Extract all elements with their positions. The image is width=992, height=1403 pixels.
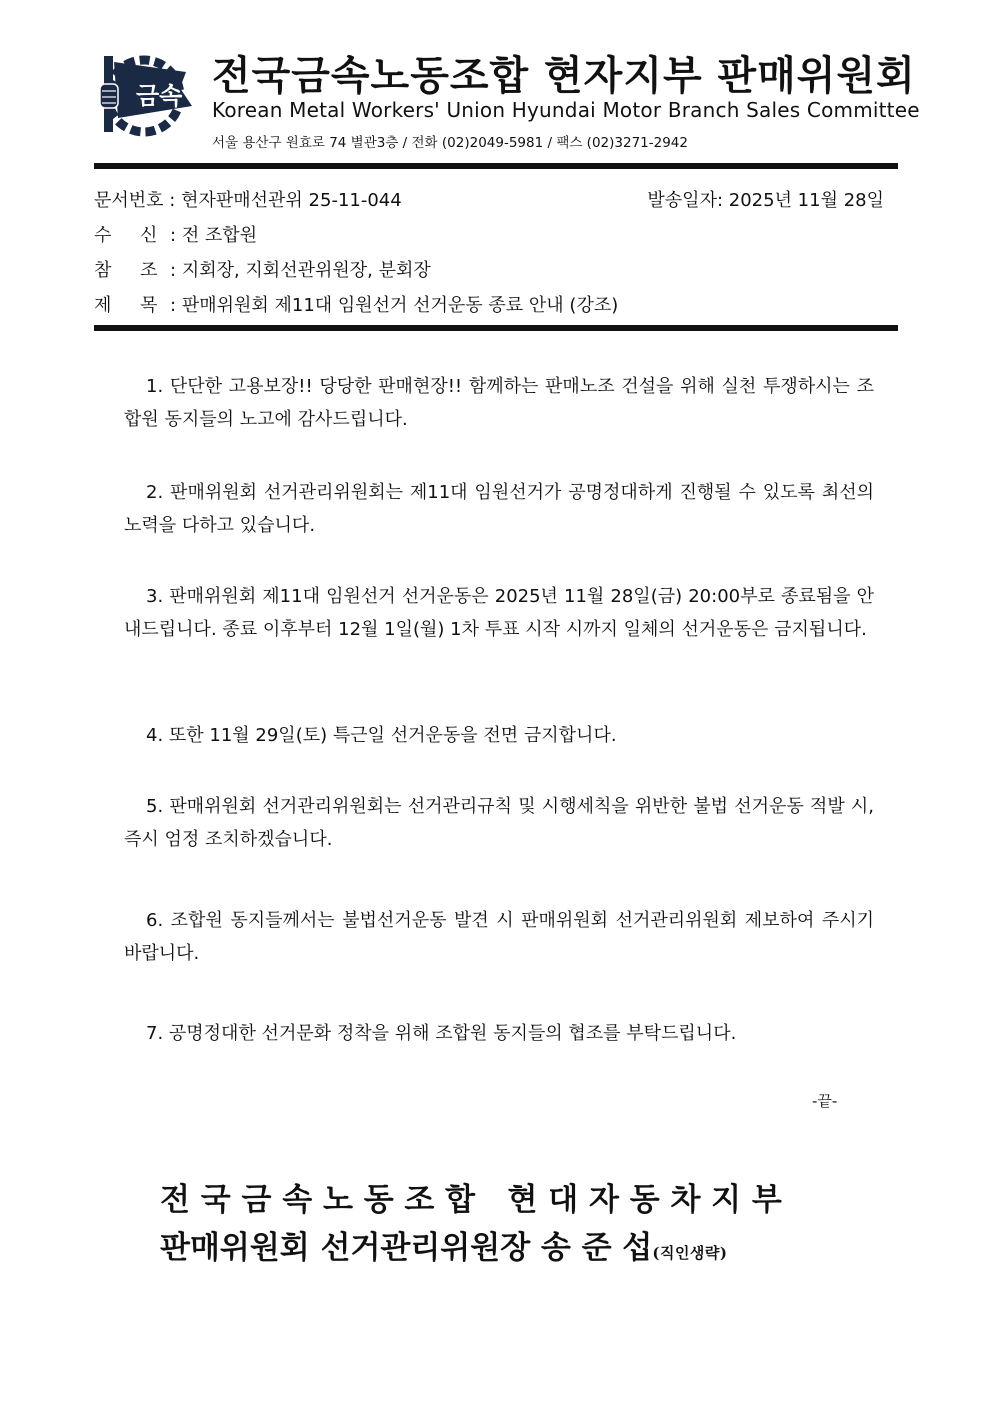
colon: : (170, 295, 177, 316)
union-logo (96, 50, 196, 138)
recipient-label: 수 신 (94, 225, 158, 246)
svg-text:금속: 금속 (136, 82, 183, 110)
reference-label: 참 조 (94, 260, 158, 281)
signature-chair (160, 1222, 728, 1267)
colon: : (170, 225, 177, 246)
seal-omitted-note: (직인생략) (652, 1244, 728, 1262)
recipient-value: 전 조합원 (181, 225, 258, 246)
send-date (647, 186, 884, 212)
subject-label: 제 목 (94, 295, 158, 316)
subject-value: 판매위원회 제11대 임원선거 선거운동 종료 안내 (강조) (181, 295, 619, 316)
doc-number-value: 현자판매선관위 25-11-044 (181, 190, 402, 211)
doc-number-line (94, 186, 402, 212)
union-title-english: Korean Metal Workers' Union Hyundai Motor Branch Sales Committee (212, 98, 920, 122)
paragraph-5: 5. 판매위원회 선거관리위원회는 선거관리규칙 및 시행세칙을 위반한 불법 선거운동 적발 시, 즉시 엄정 조치하겠습니다. (124, 796, 874, 850)
paragraph-3: 3. 판매위원회 제11대 임원선거 선거운동은 2025년 11월 28일(금) 20:00부로 종료됨을 안내드립니다. 종료 이후부터 12월 1일(월) 1차 투표 시작 시까지 일체의 선거운동은 금지됩니다. (124, 586, 874, 640)
meta-divider (94, 325, 898, 331)
send-date-value: 2025년 11월 28일 (728, 190, 884, 211)
union-title-korean: 전국금속노동조합 현자지부 판매위원회 (212, 53, 916, 99)
signature-chair-name: 판매위원회 선거관리위원장 송 준 섭 (160, 1230, 653, 1266)
send-date-label: 발송일자: (647, 190, 724, 211)
doc-number-label: 문서번호 (94, 190, 164, 211)
colon: : (169, 190, 176, 211)
paragraph-7: 7. 공명정대한 선거문화 정착을 위해 조합원 동지들의 협조를 부탁드립니다. (146, 1023, 737, 1044)
paragraph-6: 6. 조합원 동지들께서는 불법선거운동 발견 시 판매위원회 선거관리위원회 제보하여 주시기 바랍니다. (124, 910, 874, 964)
end-mark: -끝- (812, 1092, 838, 1110)
fist-wrench-emblem-icon (96, 50, 196, 138)
paragraph-2: 2. 판매위원회 선거관리위원회는 제11대 임원선거가 공명정대하게 진행될 수 있도록 최선의 노력을 다하고 있습니다. (124, 482, 874, 536)
subject-line (94, 291, 618, 317)
colon: : (170, 260, 177, 281)
contact-address: 서울 용산구 원효로 74 별관3층 / 전화 (02)2049-5981 / 팩스 (02)3271-2942 (212, 135, 688, 151)
paragraph-4: 4. 또한 11월 29일(토) 특근일 선거운동을 전면 금지합니다. (146, 725, 617, 746)
reference-line (94, 256, 431, 282)
recipient-line (94, 221, 257, 247)
signature-organization: 전 국 금 속 노 동 조 합 현 대 자 동 차 지 부 (160, 1182, 782, 1218)
paragraph-1: 1. 단단한 고용보장!! 당당한 판매현장!! 함께하는 판매노조 건설을 위해 실천 투쟁하시는 조합원 동지들의 노고에 감사드립니다. (124, 376, 874, 430)
reference-value: 지회장, 지회선관위원장, 분회장 (181, 260, 431, 281)
header-divider (94, 163, 898, 169)
